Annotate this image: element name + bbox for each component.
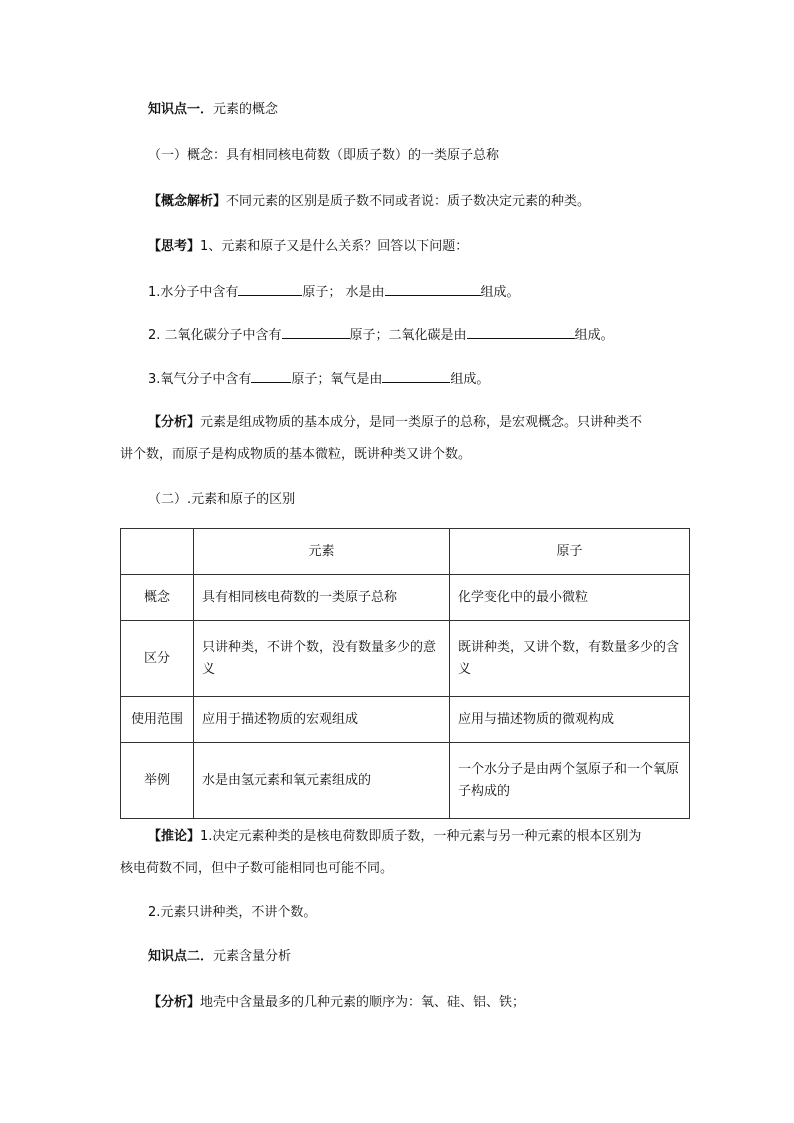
- answer-blank: [282, 326, 350, 339]
- concept-line: （一）概念：具有相同核电荷数（即质子数）的一类原子总称: [148, 148, 500, 163]
- inference-line2: 核电荷数不同，但中子数可能相同也可能不同。: [120, 861, 394, 876]
- element-cell: 应用于描述物质的宏观组成: [194, 697, 450, 743]
- section1-heading-bold: 知识点一．: [148, 102, 214, 117]
- question-3: [148, 370, 489, 389]
- concept-analysis-text: 不同元素的区别是质子数不同或者说：质子数决定元素的种类。: [226, 194, 591, 209]
- section2-analysis-tag: 【分析】: [148, 995, 201, 1010]
- analysis-text-1: 元素是组成物质的基本成分，是同一类原子的总称，是宏观概念。只讲种类不: [200, 415, 643, 430]
- concept-analysis: [148, 193, 590, 211]
- element-cell: 具有相同核电荷数的一类原子总称: [194, 575, 450, 621]
- atom-cell: 一个水分子是由两个氢原子和一个氧原子构成的: [450, 743, 690, 819]
- answer-blank: [382, 370, 450, 383]
- question-2-part-c: 组成。: [574, 328, 614, 343]
- question-2-part-b: 原子；二氧化碳是由: [349, 328, 467, 343]
- question-2: [148, 326, 614, 345]
- table-header-row: [121, 529, 690, 575]
- table-header-cell: 元素: [194, 529, 450, 575]
- section1-heading-text: 元素的概念: [213, 102, 279, 117]
- analysis-paragraph-line2: 讲个数，而原子是构成物质的基本微粒，既讲种类又讲个数。: [120, 447, 472, 462]
- atom-cell: 既讲种类，又讲个数，有数量多少的含义: [450, 621, 690, 697]
- section1-heading: [148, 101, 278, 119]
- inference-tag: 【推论】: [148, 829, 201, 844]
- think-text: 1、元素和原子又是什么关系？回答以下问题：: [200, 239, 469, 254]
- section2-heading: [148, 948, 291, 966]
- think-line: [148, 238, 468, 256]
- question-3-part-b: 原子；氧气是由: [291, 372, 383, 387]
- analysis-tag: 【分析】: [148, 415, 201, 430]
- row-label: 举例: [121, 743, 194, 819]
- question-2-part-a: 2. 二氧化碳分子中含有: [148, 328, 282, 343]
- section2-analysis-text: 地壳中含量最多的几种元素的顺序为：氧、硅、铝、铁；: [200, 995, 526, 1010]
- answer-blank: [385, 283, 481, 296]
- section2-heading-bold: 知识点二．: [148, 949, 214, 964]
- section2-heading-text: 元素含量分析: [213, 949, 292, 964]
- row-label: 概念: [121, 575, 194, 621]
- atom-cell: 化学变化中的最小微粒: [450, 575, 690, 621]
- think-tag: 【思考】: [148, 239, 201, 254]
- analysis-paragraph-line1: [148, 414, 642, 432]
- subsection-heading: （二）.元素和原子的区别: [148, 492, 296, 507]
- concept-analysis-tag: 【概念解析】: [148, 194, 227, 209]
- question-1-part-b: 原子； 水是由: [302, 285, 385, 300]
- question-3-part-a: 3.氧气分子中含有: [148, 372, 252, 387]
- question-1-part-a: 1.水分子中含有: [148, 285, 239, 300]
- table-header-cell: [121, 529, 194, 575]
- answer-blank: [251, 370, 291, 383]
- question-3-part-c: 组成。: [450, 372, 490, 387]
- inference-line1: [148, 828, 641, 846]
- atom-cell: 应用与描述物质的微观构成: [450, 697, 690, 743]
- answer-blank: [238, 283, 302, 296]
- table-row: [121, 697, 690, 743]
- table-row: [121, 743, 690, 819]
- row-label: 区分: [121, 621, 194, 697]
- question-1: [148, 283, 520, 302]
- element-cell: 水是由氢元素和氧元素组成的: [194, 743, 450, 819]
- answer-blank: [467, 326, 575, 339]
- element-cell: 只讲种类，不讲个数，没有数量多少的意义: [194, 621, 450, 697]
- comparison-table: [120, 528, 690, 819]
- table-row: [121, 575, 690, 621]
- table-row: [121, 621, 690, 697]
- question-1-part-c: 组成。: [480, 285, 520, 300]
- row-label: 使用范围: [121, 697, 194, 743]
- table-header-cell: 原子: [450, 529, 690, 575]
- inference-point-2: 2.元素只讲种类，不讲个数。: [148, 905, 317, 920]
- inference-text-1: 1.决定元素种类的是核电荷数即质子数，一种元素与另一种元素的根本区别为: [200, 829, 642, 844]
- section2-analysis: [148, 994, 525, 1012]
